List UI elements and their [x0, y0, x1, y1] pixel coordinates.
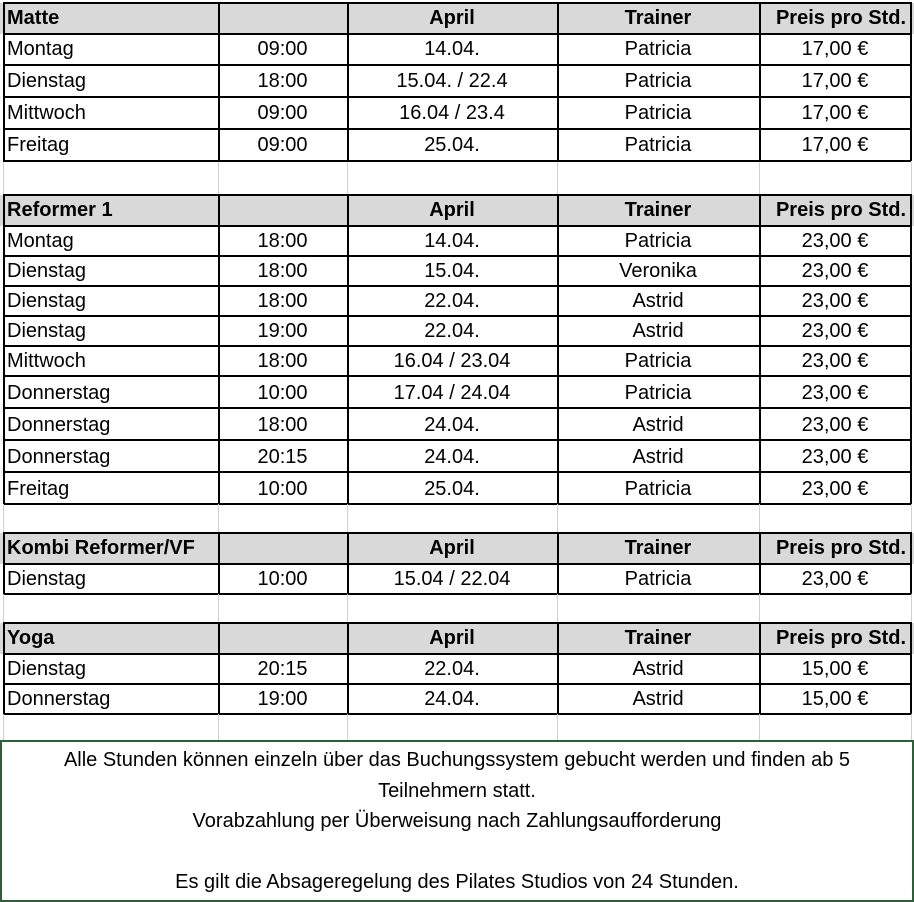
header-cell: April — [429, 627, 475, 649]
column-border — [218, 532, 220, 594]
price-cell: 17,00 € — [801, 70, 869, 92]
price-cell: 23,00 € — [801, 381, 869, 404]
column-border — [557, 194, 559, 504]
row-border — [3, 439, 911, 441]
day-cell: Mittwoch — [7, 102, 86, 124]
note-line: Teilnehmern statt. — [378, 779, 536, 802]
date-cell: 15.04 / 22.04 — [393, 567, 511, 590]
day-cell: Freitag — [7, 477, 70, 500]
date-cell: 15.04. / 22.4 — [396, 70, 508, 92]
time-cell: 10:00 — [257, 381, 308, 404]
trainer-cell: Veronika — [619, 259, 697, 282]
row-border — [3, 160, 911, 162]
day-cell: Donnerstag — [7, 445, 111, 468]
time-cell: 20:15 — [257, 445, 308, 468]
header-cell: Matte — [7, 7, 60, 29]
column-border — [557, 504, 558, 534]
column-border — [347, 504, 348, 534]
column-border — [759, 714, 760, 740]
column-border — [911, 504, 912, 534]
column-border — [3, 532, 5, 594]
day-cell: Dienstag — [7, 259, 86, 282]
column-border — [3, 714, 4, 740]
header-cell: April — [429, 7, 475, 29]
column-border — [218, 504, 219, 534]
column-border — [557, 2, 559, 161]
table-row — [0, 130, 914, 161]
table-row — [0, 474, 914, 504]
row-border — [3, 593, 911, 595]
date-cell: 22.04. — [424, 657, 480, 680]
header-cell: Kombi Reformer/VF — [7, 537, 195, 559]
column-border — [218, 594, 219, 624]
time-cell: 18:00 — [257, 229, 308, 252]
time-cell: 09:00 — [257, 102, 308, 124]
time-cell: 20:15 — [257, 657, 308, 680]
header-cell — [218, 195, 347, 226]
time-cell: 18:00 — [257, 289, 308, 312]
column-border — [347, 194, 349, 504]
day-cell: Montag — [7, 229, 74, 252]
column-border — [759, 194, 761, 504]
price-cell: 17,00 € — [801, 102, 869, 124]
table-row — [0, 442, 914, 472]
table-row — [0, 98, 914, 129]
trainer-cell: Patricia — [624, 134, 692, 156]
row-border — [3, 2, 911, 4]
column-border — [347, 714, 348, 740]
column-border — [557, 622, 559, 714]
table-row — [0, 684, 914, 714]
date-cell: 24.04. — [424, 413, 480, 436]
column-border — [218, 194, 220, 504]
time-cell: 18:00 — [257, 70, 308, 92]
header-cell — [218, 533, 347, 564]
column-border — [911, 594, 912, 624]
table-row — [0, 34, 914, 65]
date-cell: 22.04. — [424, 319, 480, 342]
date-cell: 25.04. — [424, 134, 480, 156]
note-line: Vorabzahlung per Überweisung nach Zahlungsaufforderung — [192, 810, 722, 832]
price-cell: 23,00 € — [801, 229, 869, 252]
section-header — [0, 533, 914, 564]
row-border — [3, 503, 911, 505]
time-cell: 18:00 — [257, 413, 308, 436]
date-cell: 22.04. — [424, 289, 480, 312]
header-cell: Preis pro Std. — [775, 627, 906, 649]
price-cell: 23,00 € — [801, 349, 869, 372]
trainer-cell: Patricia — [624, 70, 692, 92]
trainer-cell: Patricia — [624, 102, 692, 124]
column-border — [3, 162, 4, 194]
column-border — [759, 594, 760, 624]
column-border — [759, 532, 761, 594]
section-header — [0, 195, 914, 226]
table-row — [0, 286, 914, 316]
row-border — [3, 375, 911, 377]
table-row — [0, 654, 914, 684]
column-border — [218, 2, 220, 161]
time-cell: 09:00 — [257, 38, 308, 60]
price-cell: 23,00 € — [801, 259, 869, 282]
time-cell: 09:00 — [257, 134, 308, 156]
header-cell: April — [429, 537, 475, 559]
column-border — [3, 622, 5, 714]
row-border — [3, 622, 911, 624]
trainer-cell: Astrid — [632, 319, 684, 342]
day-cell: Montag — [7, 38, 74, 60]
header-cell — [218, 623, 347, 654]
trainer-cell: Astrid — [632, 413, 684, 436]
column-border — [218, 162, 219, 194]
column-border — [759, 504, 760, 534]
day-cell: Dienstag — [7, 289, 86, 312]
time-cell: 18:00 — [257, 349, 308, 372]
column-border — [218, 714, 219, 740]
column-border — [3, 2, 5, 161]
column-border — [759, 622, 761, 714]
column-border — [759, 162, 760, 194]
header-cell: Preis pro Std. — [775, 199, 906, 221]
header-cell: Reformer 1 — [7, 199, 113, 221]
column-border — [911, 714, 912, 740]
column-border — [910, 2, 912, 161]
trainer-cell: Patricia — [624, 477, 692, 500]
trainer-cell: Patricia — [624, 38, 692, 60]
table-row — [0, 66, 914, 97]
column-border — [910, 194, 912, 504]
column-border — [347, 2, 349, 161]
header-cell: Trainer — [624, 537, 692, 559]
column-border — [557, 714, 558, 740]
table-row — [0, 378, 914, 408]
header-cell: Trainer — [624, 199, 692, 221]
time-cell: 10:00 — [257, 567, 308, 590]
date-cell: 14.04. — [424, 38, 480, 60]
column-border — [557, 594, 558, 624]
trainer-cell: Patricia — [624, 229, 692, 252]
column-border — [3, 194, 5, 504]
row-border — [3, 471, 911, 473]
day-cell: Dienstag — [7, 567, 86, 590]
row-border — [3, 407, 911, 409]
date-cell: 16.04 / 23.04 — [393, 349, 511, 372]
row-border — [3, 194, 911, 196]
date-cell: 24.04. — [424, 687, 480, 710]
date-cell: 15.04. — [424, 259, 480, 282]
date-cell: 14.04. — [424, 229, 480, 252]
date-cell: 16.04 / 23.4 — [399, 102, 505, 124]
price-cell: 23,00 € — [801, 319, 869, 342]
table-row — [0, 256, 914, 286]
row-border — [3, 713, 911, 715]
header-cell: Preis pro Std. — [775, 537, 906, 559]
column-border — [3, 504, 4, 534]
column-border — [557, 532, 559, 594]
column-border — [347, 532, 349, 594]
time-cell: 19:00 — [257, 687, 308, 710]
column-border — [557, 162, 558, 194]
day-cell: Mittwoch — [7, 349, 86, 372]
column-border — [3, 594, 4, 624]
trainer-cell: Patricia — [624, 381, 692, 404]
price-cell: 23,00 € — [801, 289, 869, 312]
row-border — [3, 532, 911, 534]
column-border — [910, 532, 912, 594]
header-cell: Trainer — [624, 627, 692, 649]
trainer-cell: Astrid — [632, 687, 684, 710]
price-cell: 17,00 € — [801, 38, 869, 60]
column-border — [218, 622, 220, 714]
price-cell: 17,00 € — [801, 134, 869, 156]
column-border — [759, 2, 761, 161]
day-cell: Dienstag — [7, 70, 86, 92]
trainer-cell: Astrid — [632, 657, 684, 680]
price-cell: 23,00 € — [801, 477, 869, 500]
time-cell: 10:00 — [257, 477, 308, 500]
column-border — [347, 594, 348, 624]
price-cell: 15,00 € — [801, 687, 869, 710]
section-header — [0, 623, 914, 654]
section-header — [0, 3, 914, 34]
trainer-cell: Astrid — [632, 445, 684, 468]
table-row — [0, 346, 914, 376]
column-border — [347, 622, 349, 714]
price-cell: 15,00 € — [801, 657, 869, 680]
date-cell: 25.04. — [424, 477, 480, 500]
day-cell: Donnerstag — [7, 381, 111, 404]
header-cell: Yoga — [7, 627, 55, 649]
table-row — [0, 410, 914, 440]
header-cell — [218, 3, 347, 34]
table-row — [0, 564, 914, 594]
day-cell: Donnerstag — [7, 413, 111, 436]
day-cell: Freitag — [7, 134, 70, 156]
header-cell: Trainer — [624, 7, 692, 29]
header-cell: Preis pro Std. — [775, 7, 906, 29]
date-cell: 24.04. — [424, 445, 480, 468]
trainer-cell: Patricia — [624, 349, 692, 372]
day-cell: Dienstag — [7, 319, 86, 342]
note-line — [2, 837, 912, 867]
booking-note — [0, 740, 914, 902]
table-row — [0, 226, 914, 256]
price-cell: 23,00 € — [801, 413, 869, 436]
day-cell: Dienstag — [7, 657, 86, 680]
day-cell: Donnerstag — [7, 687, 111, 710]
trainer-cell: Patricia — [624, 567, 692, 590]
price-cell: 23,00 € — [801, 567, 869, 590]
time-cell: 18:00 — [257, 259, 308, 282]
column-border — [910, 622, 912, 714]
trainer-cell: Astrid — [632, 289, 684, 312]
note-line: Alle Stunden können einzeln über das Buchungssystem gebucht werden und finden ab 5 — [63, 749, 851, 771]
header-cell: April — [429, 199, 475, 221]
time-cell: 19:00 — [257, 319, 308, 342]
column-border — [911, 162, 912, 194]
table-row — [0, 316, 914, 346]
note-line: Es gilt die Absageregelung des Pilates Studios von 24 Stunden. — [175, 870, 739, 893]
date-cell: 17.04 / 24.04 — [393, 381, 511, 404]
price-cell: 23,00 € — [801, 445, 869, 468]
column-border — [347, 162, 348, 194]
